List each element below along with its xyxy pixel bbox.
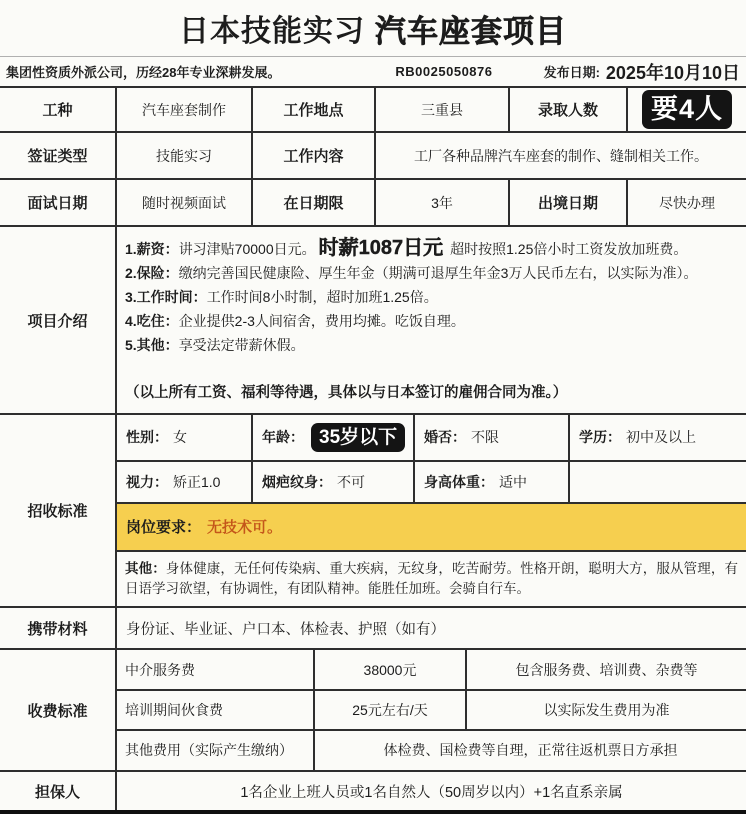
intro-hourly-wage-highlight: 时薪1087日元 <box>318 237 444 259</box>
label-interview-date: 面试日期 <box>0 180 117 225</box>
value-work-content: 工厂各种品牌汽车座套的制作、缝制相关工作。 <box>414 147 708 164</box>
intro-salary-pre: 讲习津贴70000日元。 <box>178 241 316 257</box>
fee-row-agency <box>117 650 746 691</box>
value-job-type: 汽车座套制作 <box>117 88 253 131</box>
job-requirement-label: 岗位要求： <box>126 519 202 537</box>
fee-meals-note: 以实际发生费用为准 <box>543 702 670 718</box>
project-intro-content <box>117 227 746 413</box>
label-criteria: 招收标准 <box>0 415 117 606</box>
intro-salary <box>125 236 740 261</box>
criteria-gender: 性别： 女 <box>117 415 253 460</box>
label-headcount: 录取人数 <box>510 88 628 131</box>
value-visa-type: 技能实习 <box>117 133 253 178</box>
label-departure-date: 出境日期 <box>510 180 628 225</box>
row-guarantor <box>0 772 746 810</box>
fee-agency-note: 包含服务费、培训费、杂费等 <box>515 661 698 678</box>
intro-insurance: 2.保险：缴纳完善国民健康险、厚生年金（期满可退厚生年金3万人民币左右，以实际为准）。 <box>125 265 698 281</box>
value-work-location: 三重县 <box>376 88 510 131</box>
value-interview-date: 随时视频面试 <box>117 180 253 225</box>
fee-agency-amount: 38000元 <box>315 650 467 689</box>
label-work-location: 工作地点 <box>253 88 376 131</box>
criteria-other-text: 其他：身体健康，无任何传染病、重大疾病，无纹身，吃苦耐劳。性格开朗，聪明大方，服从管理，有日语学习欲望，有协调性，有团队精神。能胜任加班。会骑自行车。 <box>125 560 738 596</box>
fee-other-note: 体检费、国检费等自理，正常往返机票日方承担 <box>383 742 678 759</box>
criteria-education: 学历： 初中及以上 <box>579 429 696 446</box>
criteria-job-requirement <box>117 504 746 551</box>
intro-room-board: 4.吃住：企业提供2-3人间宿舍，费用均摊。吃饭自理。 <box>125 313 465 329</box>
label-stay-period: 在日期限 <box>253 180 376 225</box>
headcount-badge: 要4人 <box>642 90 732 129</box>
fee-row-other <box>117 731 746 770</box>
row-job-type <box>0 88 746 133</box>
section-criteria <box>0 415 746 608</box>
row-visa-type <box>0 133 746 180</box>
fee-meals-amount: 25元左右/天 <box>315 691 467 728</box>
row-materials <box>0 608 746 650</box>
reference-code: RB0025050876 <box>395 64 493 79</box>
fee-agency-name: 中介服务费 <box>117 650 315 689</box>
intro-work-hours: 3.工作时间：工作时间8小时制，超时加班1.25倍。 <box>125 289 438 305</box>
label-materials: 携带材料 <box>0 608 117 648</box>
criteria-row-2 <box>117 462 746 505</box>
value-stay-period: 3年 <box>376 180 510 225</box>
criteria-row-1 <box>117 415 746 462</box>
section-project-intro <box>0 227 746 415</box>
label-job-type: 工种 <box>0 88 117 131</box>
value-departure-date: 尽快办理 <box>659 194 715 211</box>
page-title <box>0 0 746 57</box>
intro-other: 5.其他：享受法定带薪休假。 <box>125 337 305 353</box>
label-guarantor: 担保人 <box>0 772 117 810</box>
label-fees: 收费标准 <box>0 650 117 770</box>
criteria-age: 年龄： 35岁以下 <box>253 415 415 460</box>
intro-salary-head: 1.薪资： <box>125 241 179 257</box>
intro-salary-post: 超时按照1.25倍小时工资发放加班费。 <box>450 241 688 257</box>
company-tagline: 集团性资质外派公司，历经28年专业深耕发展。 <box>6 65 281 80</box>
value-materials: 身份证、毕业证、户口本、体检表、护照（如有） <box>126 621 445 638</box>
criteria-scars-tattoos: 烟疤纹身： 不可 <box>253 462 415 503</box>
criteria-marital: 婚否： 不限 <box>415 415 570 460</box>
section-fees <box>0 650 746 772</box>
bottom-border <box>0 810 746 814</box>
label-work-content: 工作内容 <box>253 133 376 178</box>
criteria-height-weight: 身高体重： 适中 <box>415 462 570 503</box>
job-requirement-value: 无技术可。 <box>207 519 283 537</box>
publish-date <box>544 59 740 85</box>
label-project-intro: 项目介绍 <box>0 227 117 413</box>
criteria-vision: 视力： 矫正1.0 <box>117 462 253 503</box>
age-badge: 35岁以下 <box>311 423 405 452</box>
value-headcount <box>628 88 746 131</box>
title-program: 日本技能实习 <box>179 15 365 48</box>
publish-date-value: 2025年10月10日 <box>605 62 740 83</box>
label-visa-type: 签证类型 <box>0 133 117 178</box>
criteria-other <box>117 552 746 606</box>
subheader <box>0 57 746 88</box>
fee-row-meals <box>117 691 746 730</box>
value-guarantor: 1名企业上班人员或1名自然人（50周岁以内）+1名直系亲属 <box>240 784 623 801</box>
fee-other-name: 其他费用（实际产生缴纳） <box>117 731 315 770</box>
row-interview <box>0 180 746 227</box>
fee-meals-name: 培训期间伙食费 <box>117 691 315 728</box>
title-project: 汽车座套项目 <box>375 13 567 49</box>
publish-date-label: 发布日期: <box>543 65 600 80</box>
criteria-empty-cell <box>570 462 746 503</box>
intro-disclaimer: （以上所有工资、福利等待遇，具体以与日本签订的雇佣合同为准。） <box>125 385 568 401</box>
